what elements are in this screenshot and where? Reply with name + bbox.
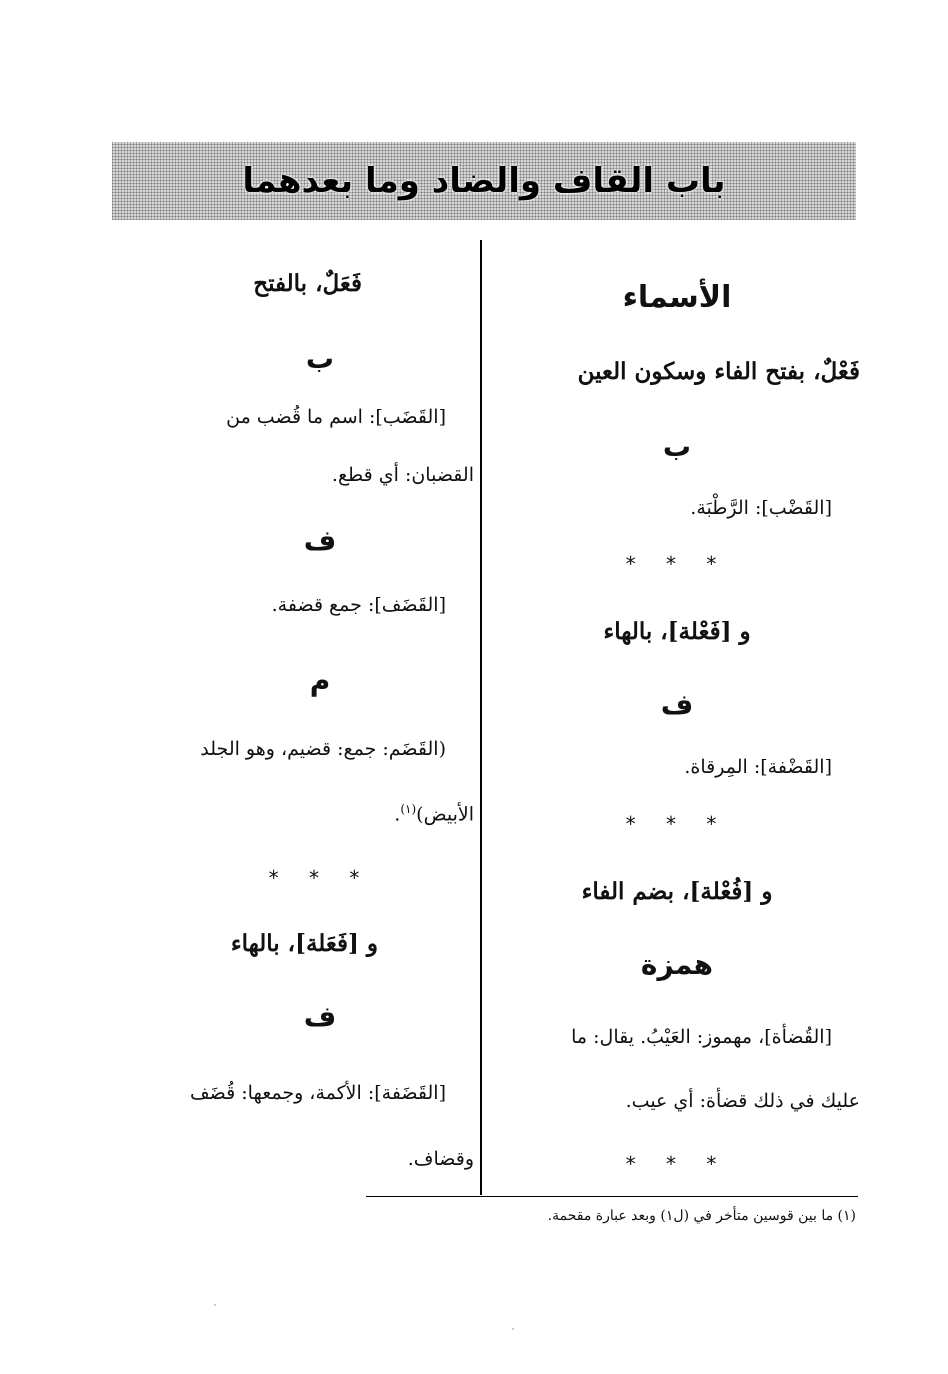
dictionary-entry: [القَضْب]: الرَّطْبَة. xyxy=(690,497,832,519)
scan-speck xyxy=(214,1304,216,1306)
footnote-rule xyxy=(366,1196,858,1197)
column-divider xyxy=(480,240,482,1195)
letter-heading: ف xyxy=(303,1000,337,1033)
dictionary-entry-continued: القضبان: أي قطع. xyxy=(331,464,474,486)
section-separator: * * * xyxy=(625,552,729,576)
pattern-heading: و [فَعَلة]، بالهاء xyxy=(230,930,378,957)
pattern-heading: فَعَلٌ، بالفتح xyxy=(253,270,362,297)
entry-punctuation: . xyxy=(394,803,401,826)
dictionary-entry: [القَضَفة]: الأكمة، وجمعها: قُضَف xyxy=(189,1082,446,1104)
pattern-heading: فَعْلٌ، بفتح الفاء وسكون العين xyxy=(577,358,860,385)
dictionary-entry: (القَضَم: جمع: قضيم، وهو الجلد xyxy=(200,738,446,760)
section-separator: * * * xyxy=(625,812,729,836)
letter-heading: ف xyxy=(660,688,694,721)
footnote-reference: (١) xyxy=(400,802,417,816)
letter-heading: همزة xyxy=(640,948,714,981)
dictionary-entry: [القَضَب]: اسم ما قُضب من xyxy=(226,406,446,428)
dictionary-entry-continued: عليك في ذلك قضأة: أي عيب. xyxy=(625,1090,860,1112)
section-separator: * * * xyxy=(268,866,372,890)
section-separator: * * * xyxy=(625,1152,729,1176)
chapter-header-band xyxy=(112,142,856,220)
pattern-heading: و [فَعْلة]، بالهاء xyxy=(603,618,751,645)
letter-heading: ف xyxy=(303,524,337,557)
dictionary-entry-continued: وقضاف. xyxy=(407,1148,474,1170)
chapter-title: باب القاف والضاد وما بعدهما xyxy=(242,161,726,201)
footnote: (١) ما بين قوسين متأخر في (ل١) وبعد عبارة مقحمة. xyxy=(547,1208,856,1224)
letter-heading: ب xyxy=(305,342,335,375)
section-title: الأسماء xyxy=(622,280,732,315)
entry-text: الأبيض) xyxy=(416,803,474,826)
dictionary-entry: [القَضَف]: جمع قضفة. xyxy=(271,594,446,616)
letter-heading: م xyxy=(309,664,331,697)
scan-speck xyxy=(512,1328,514,1330)
dictionary-entry: [القَضْفة]: المِرقاة. xyxy=(684,756,832,778)
pattern-heading: و [فُعْلة]، بضم الفاء xyxy=(581,878,773,905)
letter-heading: ب xyxy=(662,430,692,463)
dictionary-entry: [القُضأة]، مهموز: العَيْبُ. يقال: ما xyxy=(571,1026,832,1048)
dictionary-entry-continued xyxy=(394,802,474,825)
